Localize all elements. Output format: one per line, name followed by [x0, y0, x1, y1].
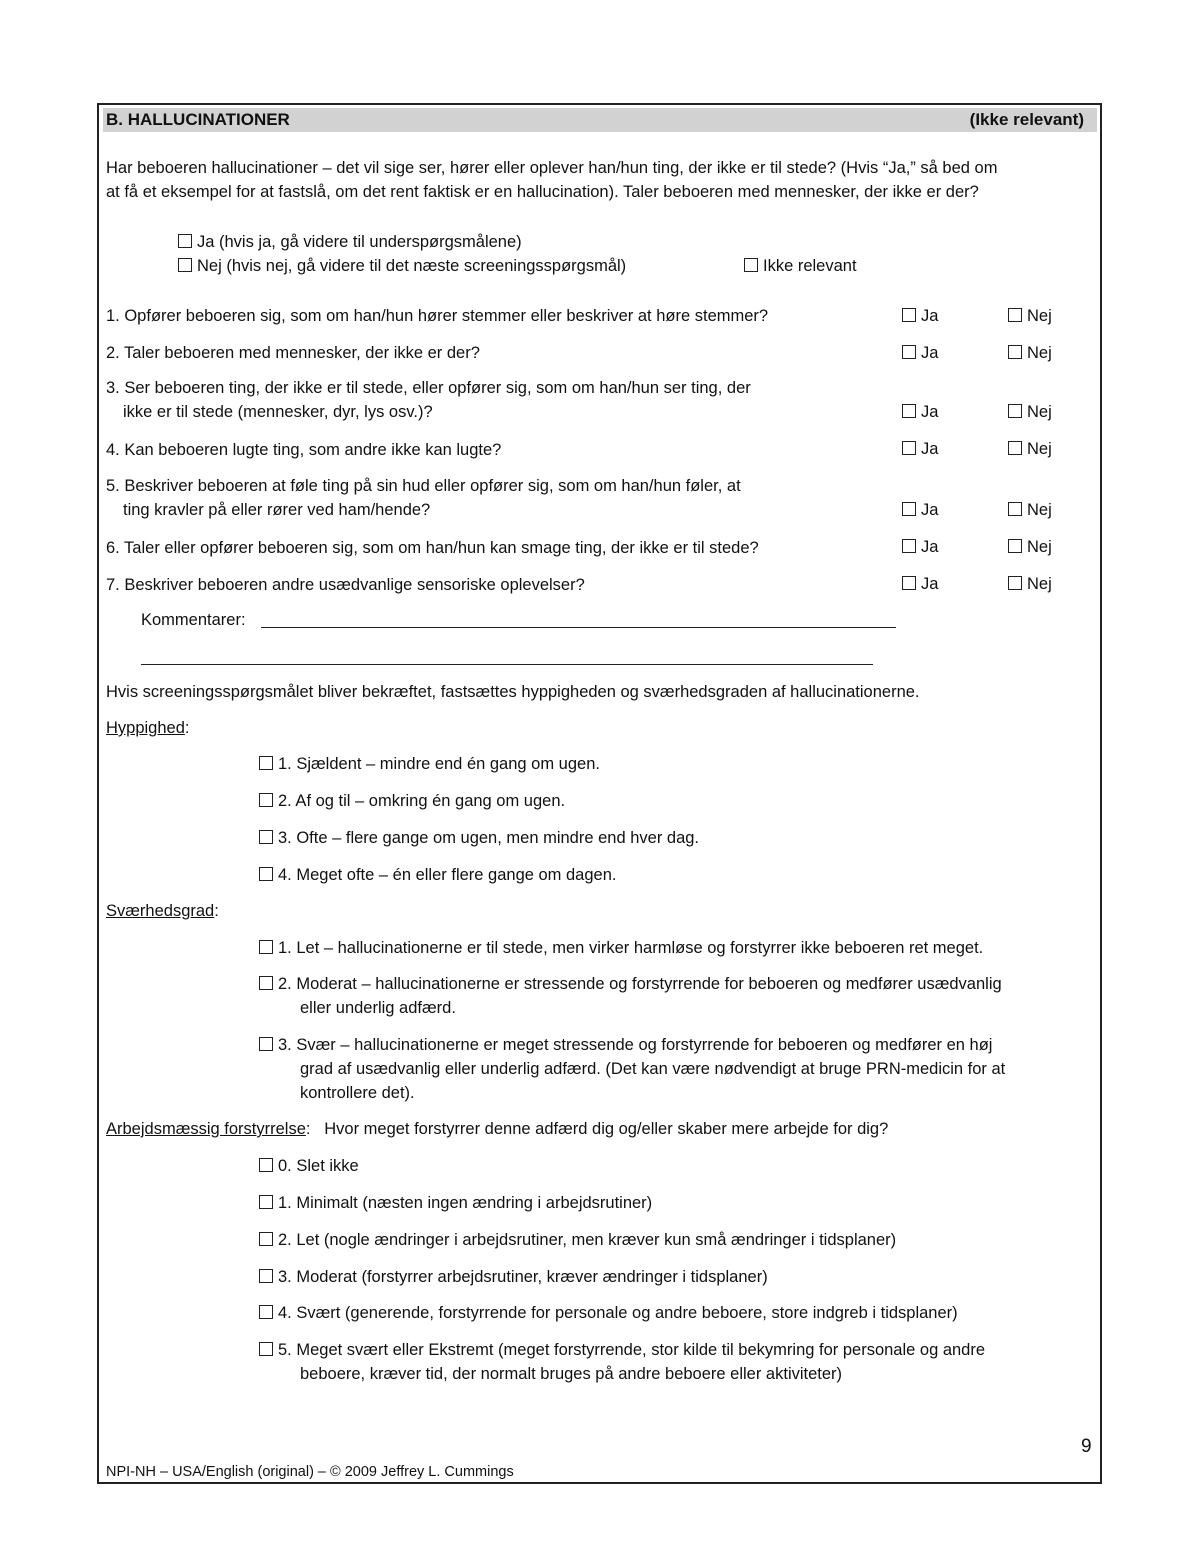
severity-option-2-checkbox[interactable]	[259, 976, 273, 990]
question-1-text: 1. Opfører beboeren sig, som om han/hun hører stemmer eller beskriver at høre stemmer?	[106, 307, 769, 325]
frequency-option-1[interactable]: 1. Sjældent – mindre end én gang om ugen.	[259, 753, 600, 775]
disruption-option-0-checkbox[interactable]	[259, 1158, 273, 1172]
page-number: 9	[1081, 1436, 1092, 1457]
section-header	[103, 108, 1097, 132]
question-7-yes-checkbox[interactable]	[902, 576, 916, 590]
disruption-option-4-checkbox[interactable]	[259, 1305, 273, 1319]
frequency-option-2-checkbox[interactable]	[259, 793, 273, 807]
disruption-option-5[interactable]: 5. Meget svært eller Ekstremt (meget forstyrrende, stor kilde til bekymring for personale og andre	[259, 1339, 985, 1361]
frequency-option-4[interactable]: 4. Meget ofte – én eller flere gange om dagen.	[259, 864, 616, 886]
followup-text: Hvis screeningsspørgsmålet bliver bekræftet, fastsættes hyppigheden og sværhedsgraden af hallucinationerne.	[106, 683, 920, 701]
disruption-option-2[interactable]: 2. Let (nogle ændringer i arbejdsrutiner, men kræver kun små ændringer i tidsplaner)	[259, 1229, 896, 1251]
frequency-option-1-checkbox[interactable]	[259, 756, 273, 770]
disruption-option-5-checkbox[interactable]	[259, 1342, 273, 1356]
screening-yes-option[interactable]: Ja (hvis ja, gå videre til underspørgsmålene)	[178, 231, 522, 253]
frequency-option-4-checkbox[interactable]	[259, 867, 273, 881]
question-6-no-checkbox[interactable]	[1008, 539, 1022, 553]
question-5-no[interactable]: Nej	[1008, 499, 1052, 521]
severity-option-3[interactable]: 3. Svær – hallucinationerne er meget stressende og forstyrrende for beboeren og medfører en høj	[259, 1034, 992, 1056]
question-6-text: 6. Taler eller opfører beboeren sig, som om han/hun kan smage ting, der ikke er til stede?	[106, 539, 759, 557]
question-3-text-line-1: 3. Ser beboeren ting, der ikke er til stede, eller opfører sig, som om han/hun ser ting, der	[106, 379, 751, 397]
question-2-yes-checkbox[interactable]	[902, 345, 916, 359]
disruption-option-5-line-2: beboere, kræver tid, der normalt bruges på andre beboere eller aktiviteter)	[300, 1365, 843, 1383]
disruption-option-1[interactable]: 1. Minimalt (næsten ingen ændring i arbejdsrutiner)	[259, 1192, 652, 1214]
question-1-no-checkbox[interactable]	[1008, 308, 1022, 322]
screening-no-option[interactable]: Nej (hvis nej, gå videre til det næste screeningsspørgsmål)	[178, 255, 626, 277]
frequency-option-2[interactable]: 2. Af og til – omkring én gang om ugen.	[259, 790, 565, 812]
severity-option-3-checkbox[interactable]	[259, 1037, 273, 1051]
question-5-yes-checkbox[interactable]	[902, 502, 916, 516]
question-4-yes[interactable]: Ja	[902, 438, 938, 460]
screening-no-checkbox[interactable]	[178, 258, 192, 272]
question-5-yes[interactable]: Ja	[902, 499, 938, 521]
question-4-yes-checkbox[interactable]	[902, 441, 916, 455]
question-5-text-line-2: ting kravler på eller rører ved ham/hende?	[123, 501, 431, 519]
question-6-no[interactable]: Nej	[1008, 536, 1052, 558]
question-7-text: 7. Beskriver beboeren andre usædvanlige sensoriske oplevelser?	[106, 576, 585, 594]
disruption-heading: Arbejdsmæssig forstyrrelse: Hvor meget forstyrrer denne adfærd dig og/eller skaber mere arbejde for dig?	[106, 1120, 889, 1138]
disruption-question: Hvor meget forstyrrer denne adfærd dig og/eller skaber mere arbejde for dig?	[324, 1120, 889, 1138]
question-5-text-line-1: 5. Beskriver beboeren at føle ting på sin hud eller opfører sig, som om han/hun føler, at	[106, 477, 741, 495]
question-7-no-checkbox[interactable]	[1008, 576, 1022, 590]
severity-heading: Sværhedsgrad:	[106, 902, 219, 920]
severity-option-1[interactable]: 1. Let – hallucinationerne er til stede, men virker harmløse og forstyrrer ikke beboeren ret meget.	[259, 937, 983, 959]
severity-option-3-line-2: grad af usædvanlig eller underlig adfærd. (Det kan være nødvendigt at bruge PRN-medicin for at	[300, 1060, 1006, 1078]
intro-line-2: at få et eksempel for at fastslå, om det rent faktisk er en hallucination). Taler beboeren med mennesker, der ikke er der?	[106, 183, 979, 201]
disruption-option-0[interactable]: 0. Slet ikke	[259, 1155, 359, 1177]
question-7-no[interactable]: Nej	[1008, 573, 1052, 595]
question-3-no[interactable]: Nej	[1008, 401, 1052, 423]
disruption-option-2-checkbox[interactable]	[259, 1232, 273, 1246]
question-3-text-line-2: ikke er til stede (mennesker, dyr, lys osv.)?	[123, 403, 433, 421]
question-4-no-checkbox[interactable]	[1008, 441, 1022, 455]
question-7-yes[interactable]: Ja	[902, 573, 938, 595]
question-1-yes[interactable]: Ja	[902, 305, 938, 327]
question-3-yes-checkbox[interactable]	[902, 404, 916, 418]
question-6-yes[interactable]: Ja	[902, 536, 938, 558]
intro-line-1: Har beboeren hallucinationer – det vil sige ser, hører eller oplever han/hun ting, der ikke er til stede? (Hvis “Ja,” så bed om	[106, 159, 998, 177]
question-2-yes[interactable]: Ja	[902, 342, 938, 364]
question-3-no-checkbox[interactable]	[1008, 404, 1022, 418]
screening-na-checkbox[interactable]	[744, 258, 758, 272]
question-2-text: 2. Taler beboeren med mennesker, der ikke er der?	[106, 344, 480, 362]
disruption-option-1-checkbox[interactable]	[259, 1195, 273, 1209]
screening-na-option[interactable]: Ikke relevant	[744, 255, 857, 277]
footer-copyright: NPI-NH – USA/English (original) – © 2009 Jeffrey L. Cummings	[106, 1464, 514, 1480]
question-5-no-checkbox[interactable]	[1008, 502, 1022, 516]
disruption-option-3-checkbox[interactable]	[259, 1269, 273, 1283]
frequency-option-3[interactable]: 3. Ofte – flere gange om ugen, men mindre end hver dag.	[259, 827, 699, 849]
comments-line-1[interactable]	[261, 627, 896, 628]
severity-option-1-checkbox[interactable]	[259, 940, 273, 954]
severity-option-3-line-3: kontrollere det).	[300, 1084, 415, 1102]
question-1-no[interactable]: Nej	[1008, 305, 1052, 327]
severity-option-2[interactable]: 2. Moderat – hallucinationerne er stressende og forstyrrende for beboeren og medfører usædvanlig	[259, 973, 1002, 995]
section-title: B. HALLUCINATIONER	[106, 110, 290, 129]
question-3-yes[interactable]: Ja	[902, 401, 938, 423]
question-4-no[interactable]: Nej	[1008, 438, 1052, 460]
not-applicable-label: (Ikke relevant)	[969, 110, 1084, 129]
comments-label: Kommentarer:	[141, 611, 246, 629]
severity-option-2-line-2: eller underlig adfærd.	[300, 999, 456, 1017]
question-4-text: 4. Kan beboeren lugte ting, som andre ikke kan lugte?	[106, 441, 502, 459]
disruption-option-3[interactable]: 3. Moderat (forstyrrer arbejdsrutiner, kræver ændringer i tidsplaner)	[259, 1266, 768, 1288]
screening-yes-checkbox[interactable]	[178, 234, 192, 248]
frequency-option-3-checkbox[interactable]	[259, 830, 273, 844]
question-6-yes-checkbox[interactable]	[902, 539, 916, 553]
disruption-option-4[interactable]: 4. Svært (generende, forstyrrende for personale og andre beboere, store indgreb i tidsplaner)	[259, 1302, 958, 1324]
comments-line-2[interactable]	[141, 664, 873, 665]
frequency-heading: Hyppighed:	[106, 719, 190, 737]
question-2-no-checkbox[interactable]	[1008, 345, 1022, 359]
question-1-yes-checkbox[interactable]	[902, 308, 916, 322]
question-2-no[interactable]: Nej	[1008, 342, 1052, 364]
